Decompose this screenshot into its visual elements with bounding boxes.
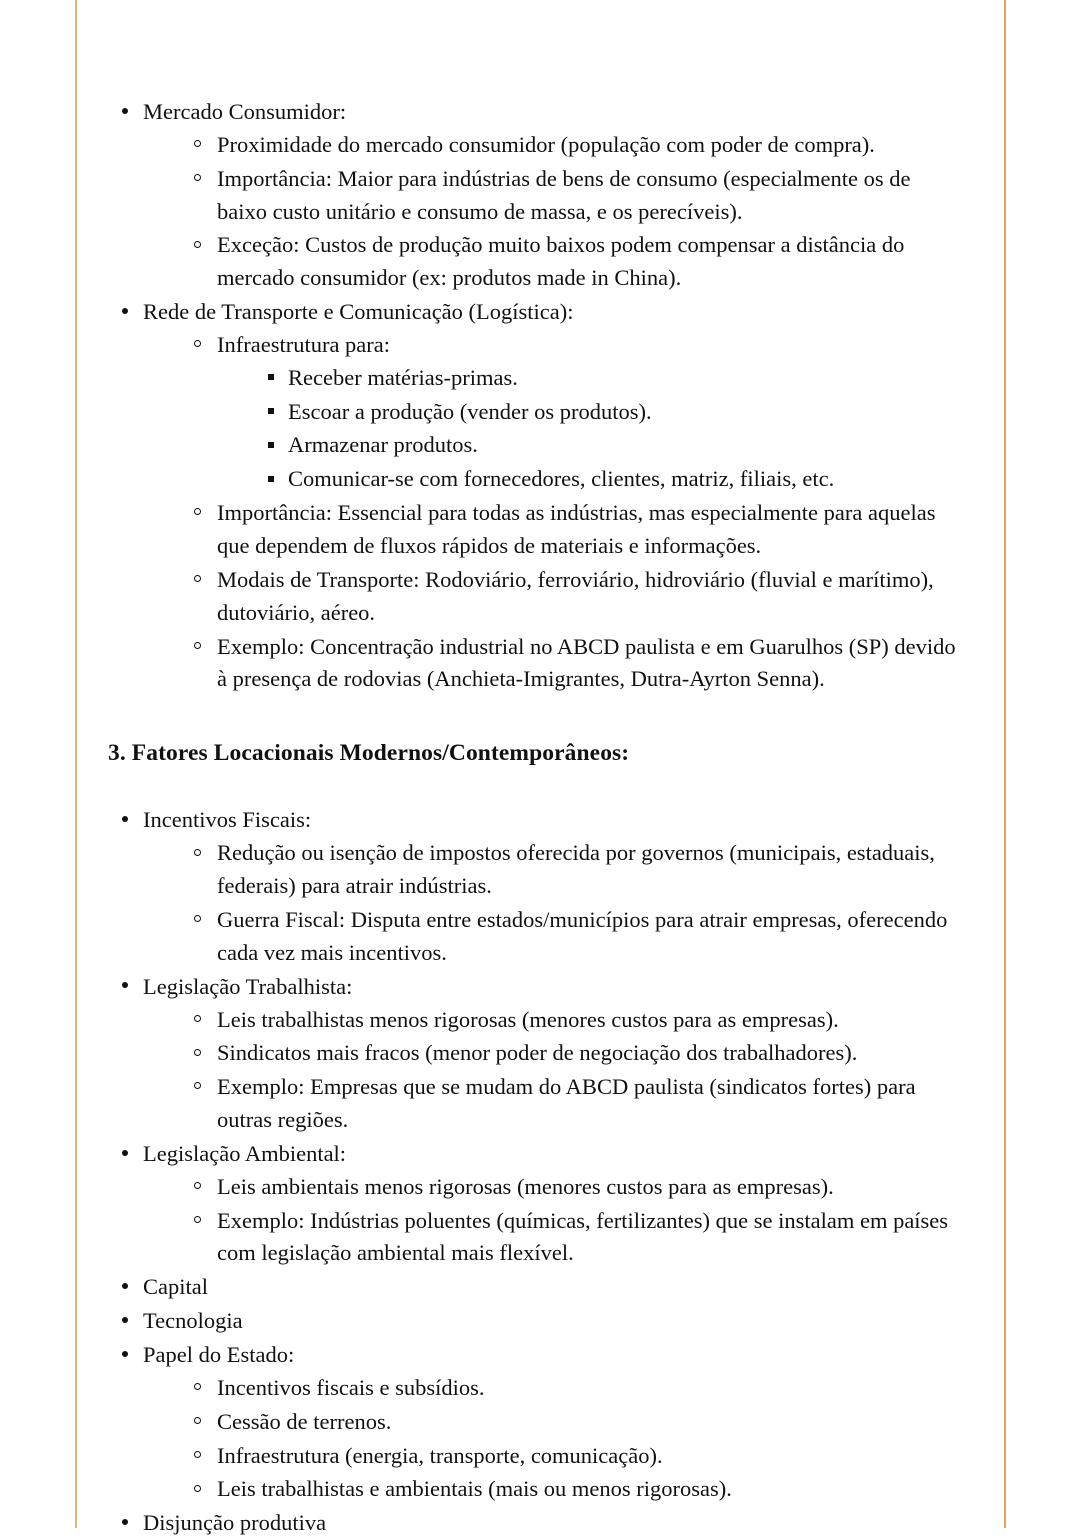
circle-bullet-icon <box>194 1451 201 1458</box>
list-item <box>104 1507 965 1540</box>
list-item <box>178 1440 965 1473</box>
circle-bullet-icon <box>194 575 201 582</box>
list-item-label: Sindicatos mais fracos (menor poder de negociação dos trabalhadores). <box>217 1040 858 1066</box>
list-item-label: Infraestrutura (energia, transporte, comunicação). <box>217 1442 663 1468</box>
list-item-label: Exemplo: Empresas que se mudam do ABCD paulista (sindicatos fortes) para outras regiões. <box>217 1074 916 1133</box>
circle-bullet-icon <box>194 241 201 248</box>
list-item <box>178 904 965 970</box>
outline-sublist <box>178 837 965 969</box>
section-heading: 3. Fatores Locacionais Modernos/Contemporâneos: <box>108 740 630 767</box>
list-item <box>178 1473 965 1506</box>
outline-sublist <box>178 1171 965 1271</box>
square-bullet-icon <box>268 374 274 380</box>
list-item <box>104 1339 965 1506</box>
list-item <box>178 1171 965 1204</box>
list-item-label: Exemplo: Indústrias poluentes (químicas, fertilizantes) que se instalam em países com legislação ambiental mais flexível. <box>217 1207 949 1266</box>
circle-bullet-icon <box>194 174 201 181</box>
list-item <box>178 564 965 630</box>
list-item-label: Exemplo: Concentração industrial no ABCD paulista e em Guarulhos (SP) devido à presença de rodovias (Anchieta-Imigrantes, Dutra-Ayrton Senna). <box>217 633 956 692</box>
list-item <box>104 1138 965 1270</box>
circle-bullet-icon <box>194 642 201 649</box>
list-item <box>178 229 965 295</box>
disc-bullet-icon <box>122 1519 128 1525</box>
list-item <box>104 296 965 696</box>
list-item-label: Infraestrutura para: <box>217 331 391 357</box>
list-item-label: Leis ambientais menos rigorosas (menores custos para as empresas). <box>217 1173 834 1199</box>
disc-bullet-icon <box>122 1283 128 1289</box>
list-item <box>178 1372 965 1405</box>
list-item <box>104 1271 965 1304</box>
list-item-label: Importância: Essencial para todas as indústrias, mas especialmente para aquelas que dependem de fluxos rápidos de materiais e informações. <box>217 500 936 558</box>
list-item-label: Incentivos fiscais e subsídios. <box>217 1374 485 1400</box>
list-item <box>178 129 965 162</box>
list-item-label: Rede de Transporte e Comunicação (Logística): <box>143 299 574 325</box>
square-bullet-icon <box>268 442 274 448</box>
list-item <box>104 96 965 295</box>
circle-bullet-icon <box>194 1049 201 1056</box>
list-item-label: Guerra Fiscal: Disputa entre estados/municípios para atrair empresas, oferecendo cada vez mais incentivos. <box>217 907 948 965</box>
circle-bullet-icon <box>194 1417 201 1424</box>
list-item <box>252 362 965 395</box>
list-item <box>104 1305 965 1338</box>
list-item <box>178 329 965 496</box>
disc-bullet-icon <box>122 982 128 988</box>
list-item-label: Legislação Trabalhista: <box>143 973 353 999</box>
disc-bullet-icon <box>122 1317 128 1323</box>
list-item-label: Redução ou isenção de impostos oferecida por governos (municipais, estaduais, federais) para atrair indústrias. <box>217 840 935 899</box>
list-item <box>178 497 965 563</box>
circle-bullet-icon <box>194 915 201 922</box>
list-item <box>178 837 965 903</box>
circle-bullet-icon <box>194 1485 201 1492</box>
outline-sublist <box>178 129 965 295</box>
list-item <box>178 163 965 229</box>
square-bullet-icon <box>268 408 274 414</box>
circle-bullet-icon <box>194 1015 201 1022</box>
outline-sublist <box>178 1004 965 1137</box>
list-item <box>178 1406 965 1439</box>
list-item <box>252 429 965 462</box>
disc-bullet-icon <box>122 1150 128 1156</box>
circle-bullet-icon <box>194 1082 201 1089</box>
disc-bullet-icon <box>122 816 128 822</box>
list-item-label: Leis trabalhistas menos rigorosas (menores custos para as empresas). <box>217 1006 839 1032</box>
circle-bullet-icon <box>194 849 201 856</box>
list-item-label: Escoar a produção (vender os produtos). <box>288 398 652 424</box>
outline-sublist <box>178 329 965 696</box>
list-item <box>104 804 965 969</box>
list-item-label: Receber matérias-primas. <box>288 364 518 390</box>
list-item-label: Mercado Consumidor: <box>143 99 347 124</box>
list-item-label: Legislação Ambiental: <box>143 1140 347 1166</box>
circle-bullet-icon <box>194 1182 201 1189</box>
disc-bullet-icon <box>122 308 128 314</box>
list-item-label: Cessão de terrenos. <box>217 1408 392 1434</box>
list-item-label: Disjunção produtiva <box>143 1510 327 1536</box>
outline-sublist <box>178 1372 965 1506</box>
outline-list-modern-factors <box>104 804 965 1540</box>
disc-bullet-icon <box>122 1351 128 1357</box>
outline-subsublist <box>252 362 965 496</box>
circle-bullet-icon <box>194 1383 201 1390</box>
list-item-label: Armazenar produtos. <box>288 432 478 458</box>
list-item-label: Importância: Maior para indústrias de bens de consumo (especialmente os de baixo custo unitário e consumo de massa, e os perecíveis). <box>217 165 911 224</box>
list-item <box>178 631 965 697</box>
list-item <box>178 1004 965 1037</box>
circle-bullet-icon <box>194 1216 201 1223</box>
list-item <box>252 396 965 429</box>
list-item <box>178 1071 965 1137</box>
square-bullet-icon <box>268 476 274 482</box>
list-item <box>252 463 965 496</box>
list-item <box>104 971 965 1137</box>
circle-bullet-icon <box>194 140 201 147</box>
list-item-label: Modais de Transporte: Rodoviário, ferroviário, hidroviário (fluvial e marítimo), dutoviário, aéreo. <box>217 566 934 625</box>
list-item-label: Tecnologia <box>143 1308 243 1334</box>
list-item-label: Capital <box>143 1274 208 1300</box>
outline-list-continued <box>104 96 965 696</box>
list-item-label: Comunicar-se com fornecedores, clientes, matriz, filiais, etc. <box>288 466 835 492</box>
circle-bullet-icon <box>194 340 201 347</box>
circle-bullet-icon <box>194 508 201 515</box>
list-item <box>178 1205 965 1271</box>
disc-bullet-icon <box>122 108 128 114</box>
list-item-label: Exceção: Custos de produção muito baixos podem compensar a distância do mercado consumidor (ex: produtos made in China). <box>217 232 905 291</box>
list-item-label: Papel do Estado: <box>143 1341 295 1367</box>
list-item-label: Incentivos Fiscais: <box>143 807 312 833</box>
document-body <box>104 96 965 1540</box>
list-item-label: Proximidade do mercado consumidor (população com poder de compra). <box>217 131 875 157</box>
list-item <box>178 1037 965 1070</box>
list-item-label: Leis trabalhistas e ambientais (mais ou menos rigorosas). <box>217 1476 732 1502</box>
